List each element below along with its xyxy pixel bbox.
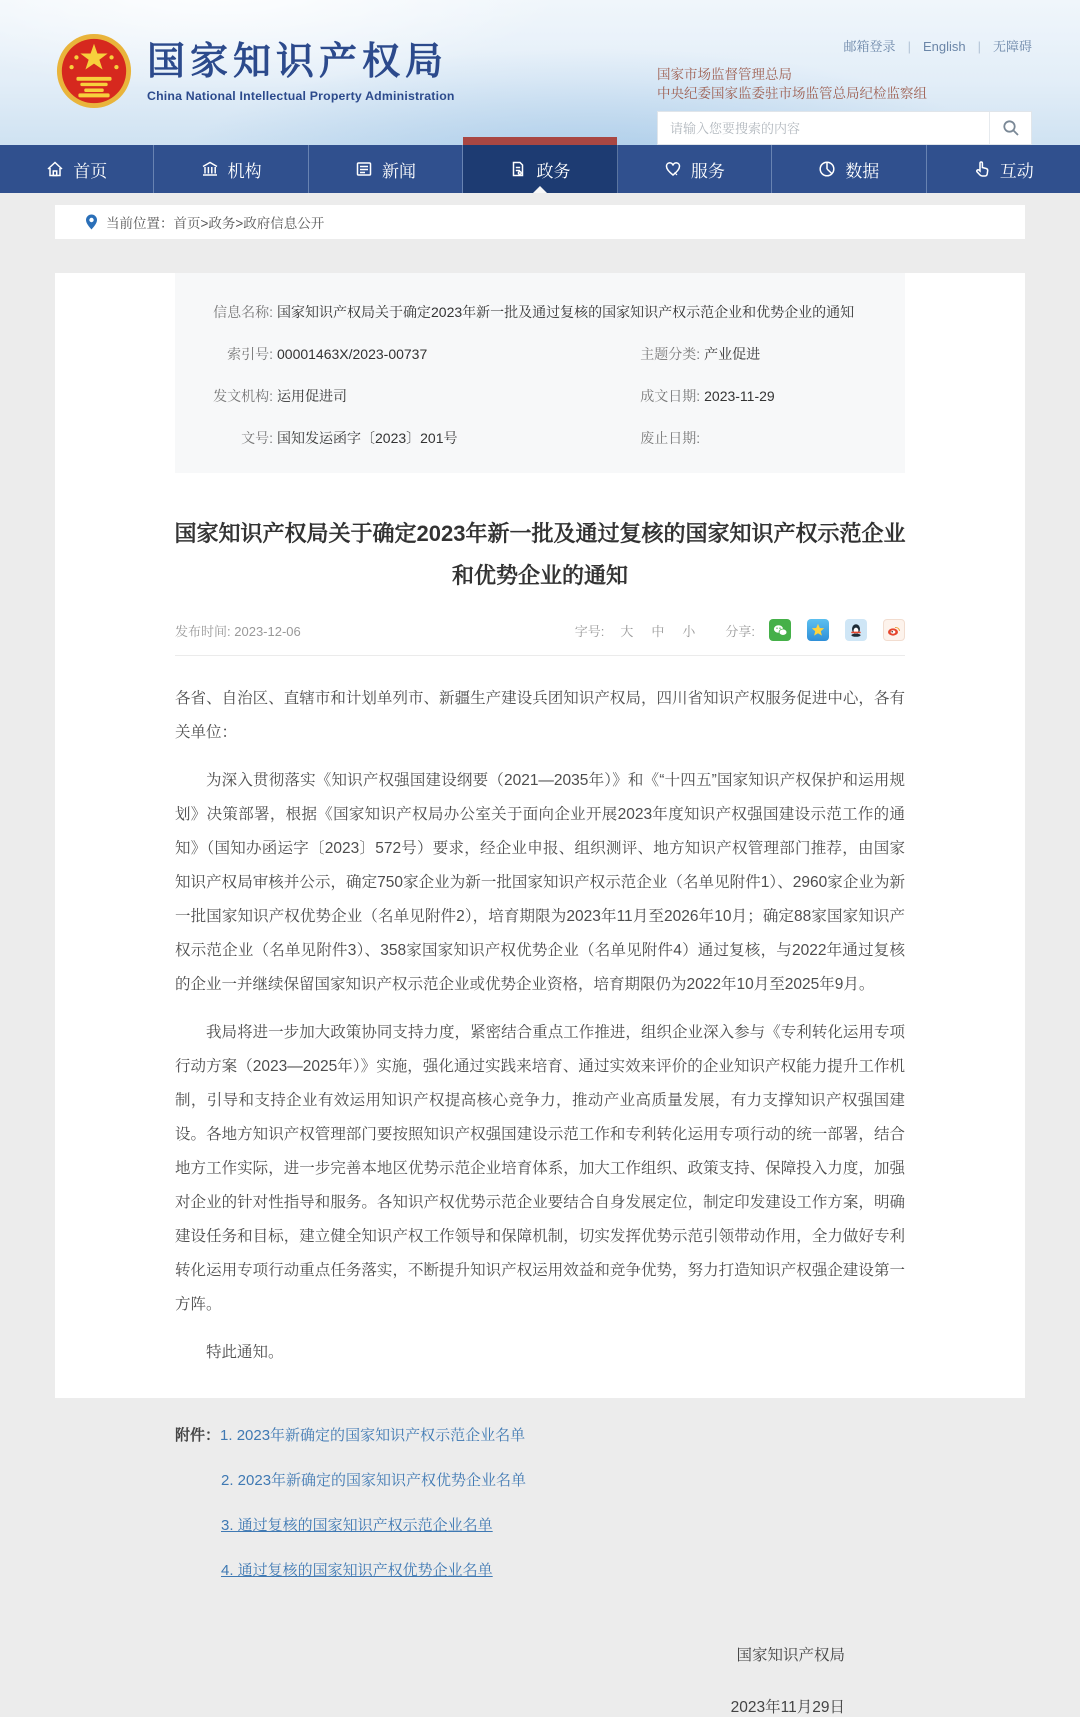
- page-title-line1: 国家知识产权局关于确定2023年新一批及通过复核的国家知识产权示范企业: [174, 521, 906, 546]
- signature-block: [175, 1643, 905, 1717]
- content-card: [55, 273, 1025, 1716]
- org-link-samr[interactable]: 国家市场监督管理总局: [657, 67, 792, 82]
- doc-number-value: 国知发运函字〔2023〕201号: [277, 430, 458, 446]
- related-org-links: [657, 65, 1032, 103]
- topic-category-label: 主题分类:: [640, 346, 701, 362]
- breadcrumb: [55, 205, 1025, 239]
- nav-item-gov-affairs[interactable]: [463, 145, 617, 193]
- institution-icon: [201, 160, 219, 178]
- nav-label: 政务: [536, 161, 571, 181]
- nav-label: 新闻: [382, 161, 417, 181]
- main-navigation: [0, 145, 1080, 193]
- english-link[interactable]: English: [922, 39, 966, 54]
- paragraph-salutation: 各省、自治区、直辖市和计划单列市、新疆生产建设兵团知识产权局，四川省知识产权服务促进中心，各有关单位：: [175, 690, 905, 741]
- site-header: [0, 0, 1080, 145]
- nav-item-interact[interactable]: [927, 145, 1080, 193]
- gov-affairs-icon: [509, 160, 527, 178]
- attachment-link-3[interactable]: 3. 通过复核的国家知识产权示范企业名单: [221, 1517, 493, 1534]
- nav-label: 机构: [227, 161, 262, 181]
- publish-time: [175, 621, 301, 640]
- site-title-english: China National Intellectual Property Administration: [147, 88, 455, 103]
- doc-number-label: 文号:: [241, 430, 273, 446]
- issuing-agency-label: 发文机构:: [213, 388, 273, 404]
- divider: |: [907, 39, 911, 54]
- attachment-link-4[interactable]: 4. 通过复核的国家知识产权优势企业名单: [221, 1562, 493, 1579]
- org-link-discipline[interactable]: 中央纪委国家监委驻市场监管总局纪检监察组: [657, 86, 927, 101]
- site-logo[interactable]: [55, 32, 455, 110]
- paragraph-1: 为深入贯彻落实《知识产权强国建设纲要（2021—2035年）》和《“十四五”国家知识产权保护和运用规划》决策部署，根据《国家知识产权局办公室关于面向企业开展2023年度知识产权强国建设示范工作的通知》（国知办函运字〔2023〕572号）要求，经企业申报、组织测评、地方知识产权管理部门推荐，由国家知识产权局审核并公示，确定750家企业为新一批国家知识产权示范企业（名单见附件1）、2960家企业为新一批国家知识产权优势企业（名单见附件2），培育期限为2023年11月至2026年10月；确定88家国家知识产权示范企业（名单见附件3）、358家国家知识产权优势企业（名单见附件4）通过复核，与2022年通过复核的企业一并继续保留国家知识产权示范企业或优势企业资格，培育期限仍为2022年10月至2025年9月。: [175, 772, 905, 993]
- page-title: [150, 513, 930, 597]
- share-label: 分享:: [725, 623, 755, 639]
- attachment-link-2[interactable]: 2. 2023年新确定的国家知识产权优势企业名单: [221, 1472, 527, 1489]
- header-top-links: [657, 36, 1032, 55]
- topic-category-value: 产业促进: [704, 346, 761, 362]
- nav-label: 互动: [999, 161, 1034, 181]
- signature-date: 2023年11月29日: [730, 1699, 845, 1716]
- paragraph-2: 我局将进一步加大政策协同支持力度，紧密结合重点工作推进，组织企业深入参与《专利转化运用专项行动方案（2023—2025年）》实施，强化通过实践来培育、通过实效来评价的企业知识产权能力提升工作机制，引导和支持企业有效运用知识产权提高核心竞争力，推动产业高质量发展，有力支撑知识产权强国建设。各地方知识产权管理部门要按照知识产权强国建设示范工作和专利转化运用专项行动的统一部署，结合地方工作实际，进一步完善本地区优势示范企业培育体系，加大工作组织、政策支持、保障投入力度，加强对企业的针对性指导和服务。各知识产权优势示范企业要结合自身发展定位，制定印发建设工作方案，明确建设任务和目标，建立健全知识产权工作领导和保障机制，切实发挥优势示范引领带动作用，全力做好专利转化运用专项行动重点任务落实，不断提升知识产权运用效益和竞争优势，努力打造知识产权强企建设第一方阵。: [175, 1024, 905, 1313]
- location-pin-icon: [85, 214, 98, 230]
- qzone-share-icon[interactable]: [807, 619, 829, 641]
- wechat-share-icon[interactable]: [769, 619, 791, 641]
- font-size-large-button[interactable]: 大: [620, 623, 634, 639]
- search-icon: [1002, 119, 1020, 137]
- qq-share-icon[interactable]: [845, 619, 867, 641]
- article-meta-row: [175, 619, 905, 656]
- issue-date-value: 2023-11-29: [704, 388, 775, 404]
- divider: |: [977, 39, 981, 54]
- publish-time-value: 2023-12-06: [234, 623, 301, 639]
- accessibility-link[interactable]: 无障碍: [992, 39, 1032, 54]
- interact-icon: [973, 160, 991, 178]
- signature-org: 国家知识产权局: [736, 1647, 845, 1664]
- attachments-section: [175, 1426, 905, 1581]
- repeal-date-label: 废止日期:: [640, 430, 701, 446]
- article-body: [175, 682, 905, 1370]
- nav-label: 服务: [690, 161, 725, 181]
- attachment-link-1[interactable]: 1. 2023年新确定的国家知识产权示范企业名单: [220, 1427, 526, 1444]
- nav-item-data[interactable]: [772, 145, 926, 193]
- page-title-line2: 和优势企业的通知: [451, 563, 628, 588]
- font-size-label: 字号:: [574, 623, 605, 639]
- weibo-share-icon[interactable]: [883, 619, 905, 641]
- breadcrumb-path[interactable]: 首页>政务>政府信息公开: [173, 216, 325, 231]
- font-size-small-button[interactable]: 小: [682, 623, 696, 639]
- attachments-label: 附件：: [175, 1427, 221, 1444]
- news-icon: [355, 160, 373, 178]
- nav-item-news[interactable]: [309, 145, 463, 193]
- service-icon: [664, 160, 682, 178]
- nav-item-service[interactable]: [618, 145, 772, 193]
- breadcrumb-label: 当前位置：: [106, 216, 174, 231]
- document-info-table: [175, 273, 905, 473]
- search-input[interactable]: [658, 121, 989, 136]
- mail-login-link[interactable]: 邮箱登录: [843, 39, 896, 54]
- nav-label: 首页: [73, 161, 108, 181]
- info-name-label: 信息名称:: [213, 304, 273, 320]
- font-size-medium-button[interactable]: 中: [651, 623, 665, 639]
- issue-date-label: 成文日期:: [640, 388, 701, 404]
- publish-time-label: 发布时间:: [175, 623, 231, 639]
- data-icon: [818, 160, 836, 178]
- search-bar: [657, 111, 1032, 145]
- site-title: 国家知识产权局: [147, 40, 449, 83]
- index-number-value: 00001463X/2023-00737: [277, 346, 428, 362]
- search-button[interactable]: [989, 112, 1031, 144]
- info-name-value: 国家知识产权局关于确定2023年新一批及通过复核的国家知识产权示范企业和优势企业的通知: [277, 304, 855, 320]
- issuing-agency-value: 运用促进司: [277, 388, 347, 404]
- nav-item-home[interactable]: [0, 145, 154, 193]
- nav-item-institution[interactable]: [154, 145, 308, 193]
- home-icon: [46, 160, 64, 178]
- nav-label: 数据: [845, 161, 880, 181]
- national-emblem-icon: [55, 32, 133, 110]
- index-number-label: 索引号:: [227, 346, 273, 362]
- paragraph-closing: 特此通知。: [206, 1344, 284, 1361]
